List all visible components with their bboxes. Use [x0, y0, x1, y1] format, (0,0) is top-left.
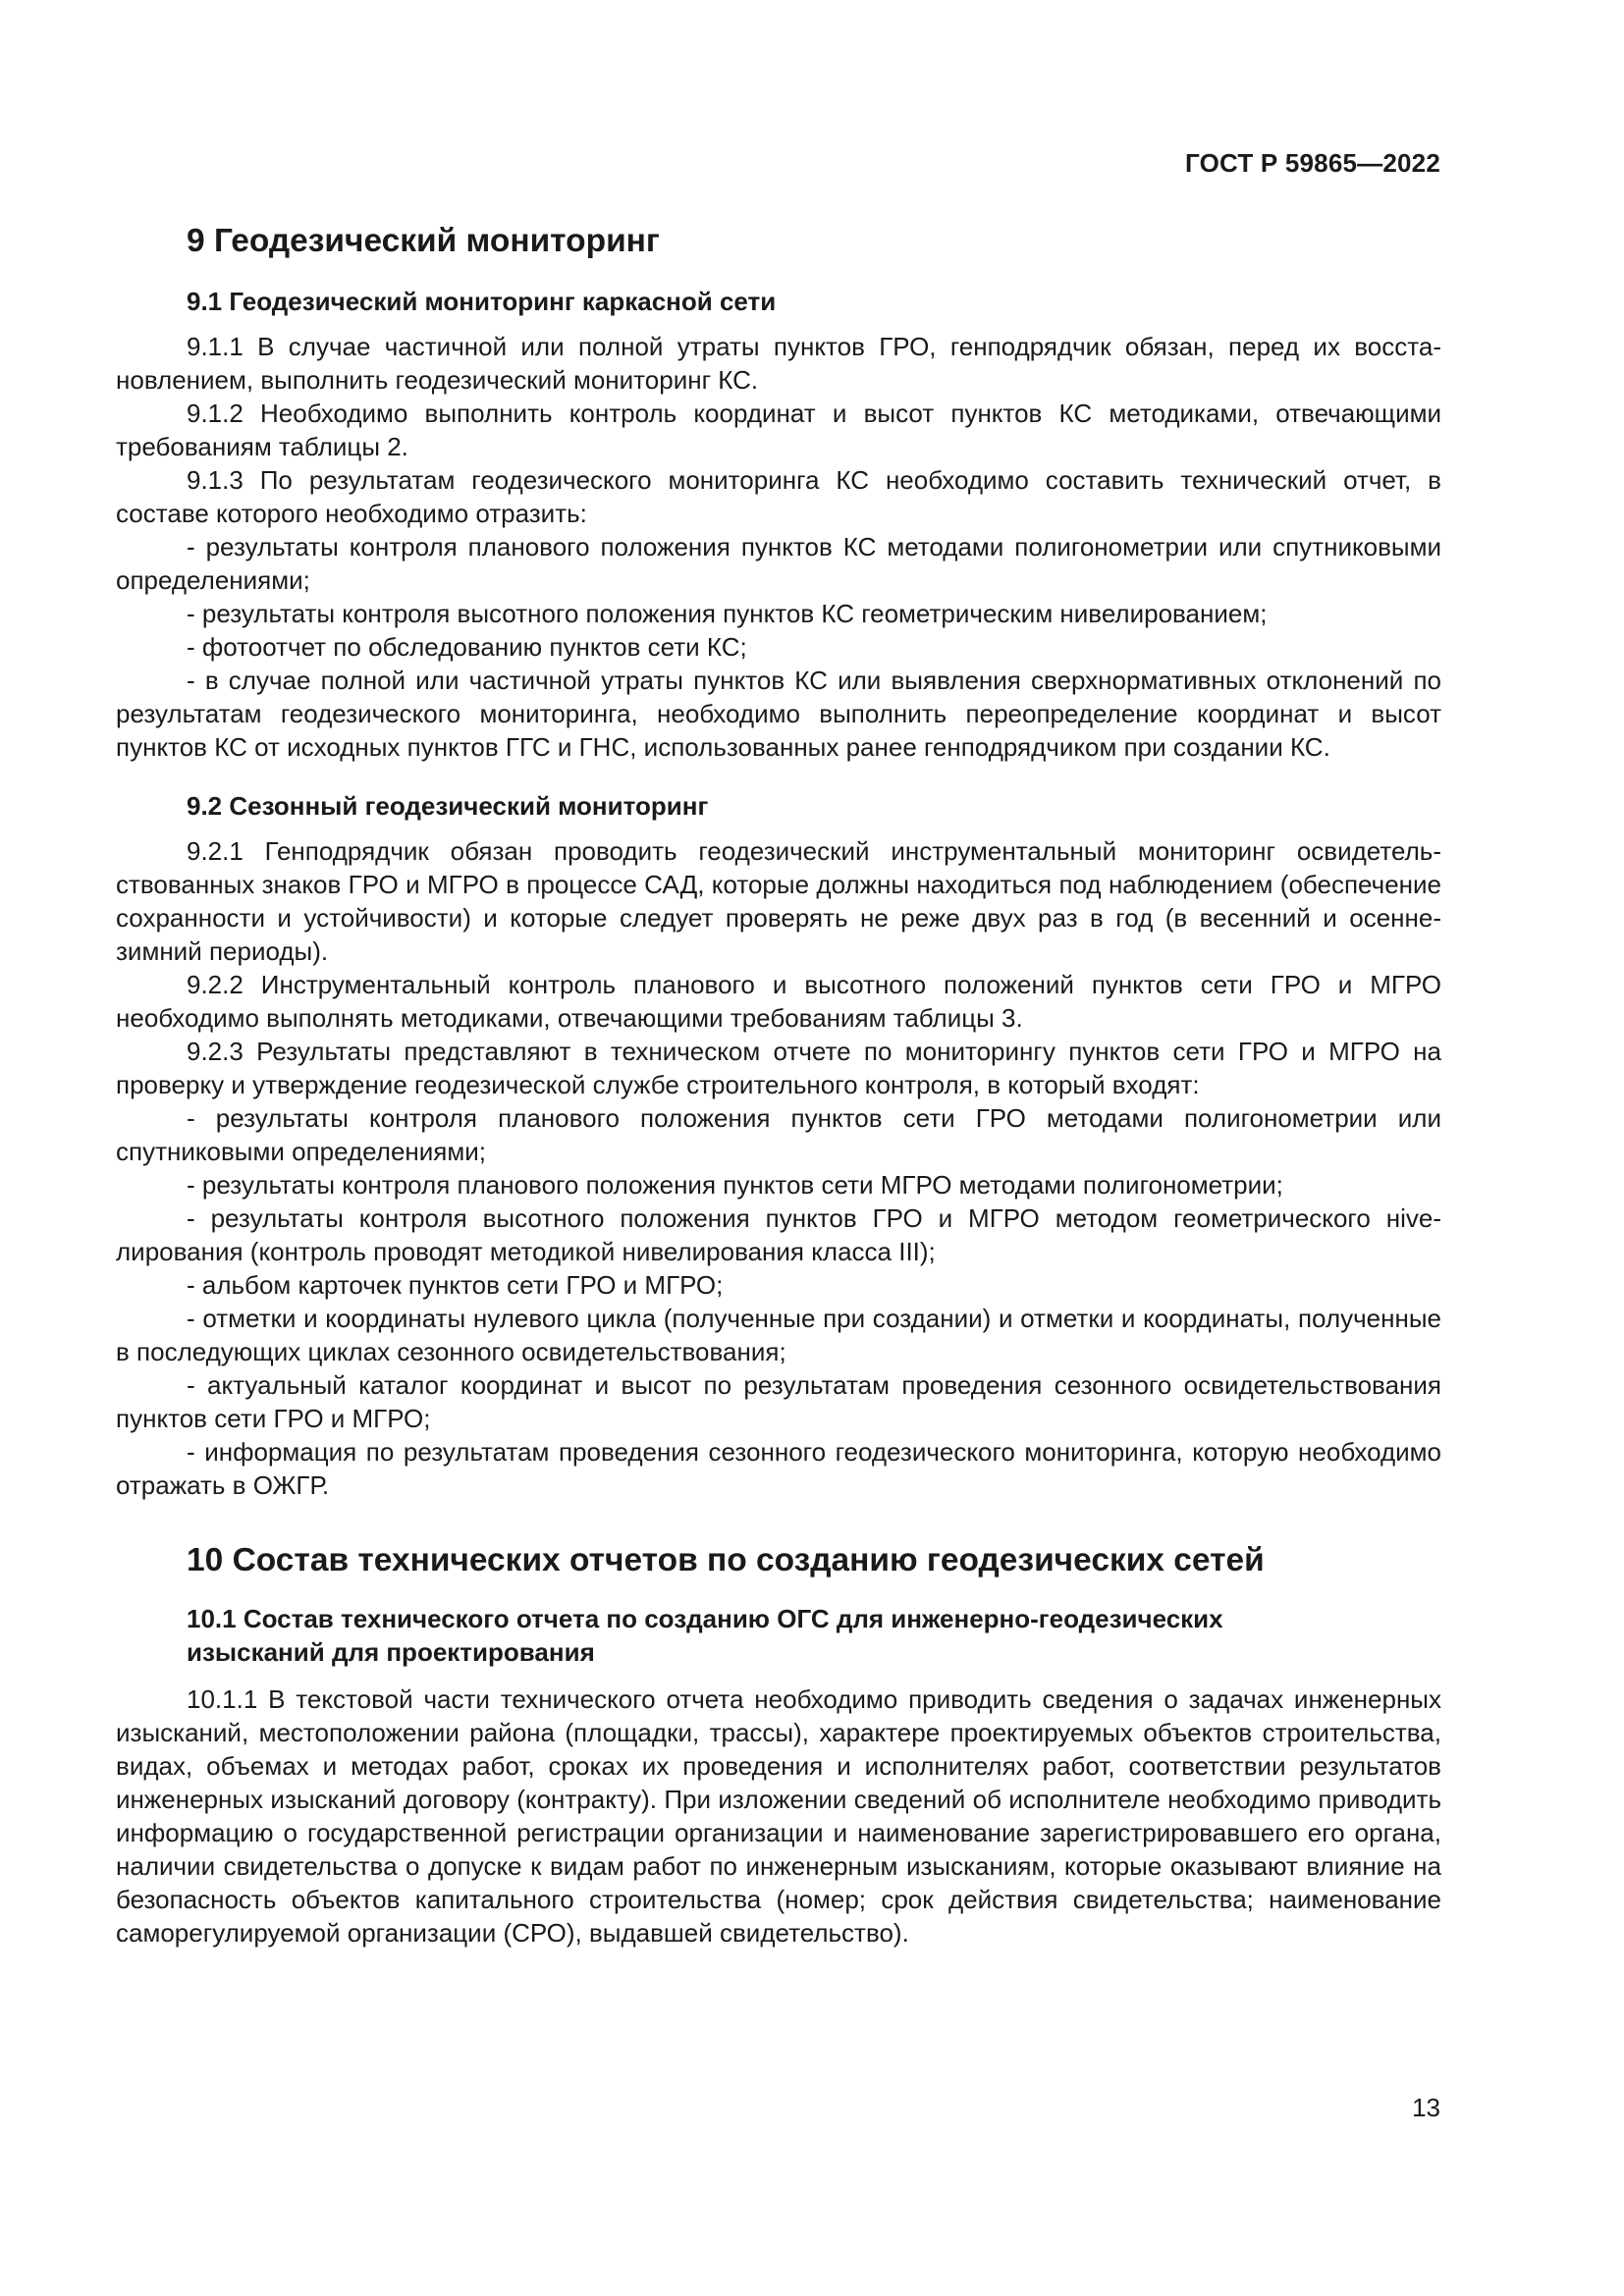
- list-item-9-1-d: - в случае полной или частичной утраты пунктов КС или выявления сверхнормативных отклонений по результатам геодезического мониторинга, необходимо выполнить переопределение координат и высот пунктов КС от исходных пунктов ГГС и ГНС, использованных ранее генподрядчиком при создании КС.: [116, 666, 1441, 762]
- list-item-9-2-f: - актуальный каталог координат и высот по результатам проведения сезонного освидетельствования пунктов сети ГРО и МГРО;: [116, 1370, 1441, 1433]
- section-10-title: 10 Состав технических отчетов по созданию геодезических сетей: [187, 1542, 1265, 1578]
- list-item-9-2-c: - результаты контроля высотного положения пунктов ГРО и МГРО методом геометрического нiveлирования (контроль проводят методикой нивелирования класса III);: [116, 1203, 1441, 1266]
- page-number: 13: [1412, 2093, 1440, 2122]
- paragraph-9-2-3: 9.2.3 Результаты представляют в техническом отчете по мониторингу пунктов сети ГРО и МГРО на проверку и утверждение геодезической службе строительного контроля, в который входят:: [116, 1037, 1441, 1099]
- page-content: [116, 218, 1441, 1949]
- subsection-10-1-title: 10.1 Состав технического отчета по созданию ОГС для инженерно-геодезических изысканий для проектирования: [187, 1604, 1223, 1667]
- subsection-9-1-title: 9.1 Геодезический мониторинг каркасной сети: [187, 287, 777, 316]
- list-item-9-2-b: - результаты контроля планового положения пунктов сети МГРО методами полигонометрии;: [187, 1170, 1283, 1200]
- paragraph-10-1-1: 10.1.1 В текстовой части технического отчета необходимо приводить сведения о задачах инженерных изысканий, местоположении района (площадки, трассы), характере проектируемых объектов строительства, видах, объемах и методах работ, сроках их проведения и исполнителях работ, соответствии результатов инженерных изысканий договору (контракту). При изложении сведений об исполнителе необходимо приводить информацию о государственной регистрации организации и наименование зарегистрировавшего его органа, наличии свидетельства о допуске к видам работ по инженерным изысканиям, которые оказывают влияние на безопасность объектов капитального строительства (номер; срок действия свидетельства; наименование саморегулируемой организации (СРО), выдавшей свидетельство).: [116, 1684, 1441, 1948]
- list-item-9-2-g: - информация по результатам проведения сезонного геодезического мониторинга, которую необходимо отражать в ОЖГР.: [116, 1437, 1441, 1500]
- list-item-9-2-a: - результаты контроля планового положения пунктов сети ГРО методами полигонометрии или спутниковыми определениями;: [116, 1103, 1441, 1166]
- standard-code: ГОСТ Р 59865—2022: [1185, 148, 1440, 178]
- list-item-9-2-d: - альбом карточек пунктов сети ГРО и МГРО;: [187, 1270, 724, 1300]
- section-9-title: 9 Геодезический мониторинг: [187, 223, 660, 259]
- paragraph-9-1-1: 9.1.1 В случае частичной или полной утраты пунктов ГРО, генподрядчик обязан, перед их восстановлением, выполнить геодезический мониторинг КС.: [116, 332, 1441, 395]
- list-item-9-1-b: - результаты контроля высотного положения пунктов КС геометрическим нивелированием;: [187, 599, 1268, 628]
- list-item-9-2-e: - отметки и координаты нулевого цикла (полученные при создании) и отметки и координаты, полученные в последующих циклах сезонного освидетельствования;: [116, 1304, 1441, 1366]
- list-item-9-1-a: - результаты контроля планового положения пунктов КС методами полигонометрии или спутниковыми определениями;: [116, 532, 1441, 595]
- paragraph-9-2-2: 9.2.2 Инструментальный контроль планового и высотного положений пунктов сети ГРО и МГРО необходимо выполнять методиками, отвечающими требованиям таблицы 3.: [116, 970, 1441, 1033]
- list-item-9-1-c: - фотоотчет по обследованию пунктов сети КС;: [187, 632, 747, 662]
- paragraph-9-1-3: 9.1.3 По результатам геодезического мониторинга КС необходимо составить технический отчет, в составе которого необходимо отразить:: [116, 465, 1441, 528]
- paragraph-9-2-1: 9.2.1 Генподрядчик обязан проводить геодезический инструментальный мониторинг освидетельствованных знаков ГРО и МГРО в процессе САД, которые должны находиться под наблюдением (обеспечение сохранности и устойчивости) и которые следует проверять не реже двух раз в год (в весенний и осенне-зимний периоды).: [116, 836, 1441, 966]
- paragraph-9-1-2: 9.1.2 Необходимо выполнить контроль координат и высот пунктов КС методиками, отвечающими требованиям таблицы 2.: [116, 399, 1441, 461]
- subsection-9-2-title: 9.2 Сезонный геодезический мониторинг: [187, 791, 709, 821]
